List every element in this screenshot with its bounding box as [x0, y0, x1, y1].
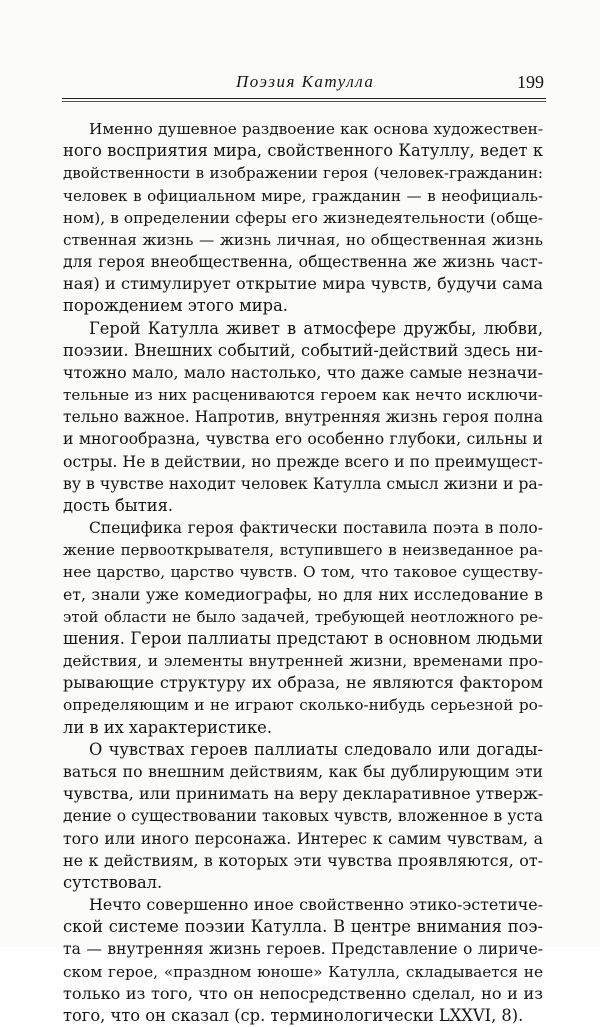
text-line: сутствовал. [63, 872, 163, 892]
text-line: поэзии. Внешних событий, событий-действий здесь ни- [63, 340, 543, 360]
text-line: человек в официальном мире, гражданин — в неофициаль- [63, 186, 543, 205]
text-line: Специфика героя фактически поставила поэта в поло- [89, 519, 543, 538]
paragraph [63, 118, 543, 318]
paragraph [63, 739, 543, 894]
text-line: Нечто совершенно иное свойственно этико-эстетиче- [89, 895, 543, 915]
text-line: тельно важное. Напротив, внутренняя жизнь героя полна [63, 408, 543, 427]
text-line: ской системе поэзии Катулла. В центре внимания поэ- [63, 917, 543, 937]
header-rule-thin [62, 101, 546, 102]
text-line: Герой Катулла живет в атмосфере дружбы, любви, [89, 318, 543, 338]
text-line: О чувствах героев паллиаты следовало или догады- [89, 739, 543, 759]
text-line: ного восприятия мира, свойственного Катуллу, ведет к [63, 141, 543, 161]
text-line: та — внутренняя жизнь героев. Представление о лириче- [63, 940, 543, 959]
text-line: чувства, или принимать на веру декларативное утверж- [63, 784, 544, 804]
text-line: ли в их характеристике. [63, 717, 272, 737]
text-line: для героя внеобщественна, общественна же жизнь част- [63, 252, 543, 272]
text-line: рывающие структуру их образа, не являются фактором [63, 673, 543, 693]
text-line: порождением этого мира. [63, 296, 288, 316]
text-line: только из того, что он непосредственно сделал, но и из [63, 983, 543, 1003]
text-line: ваться по внешним действиям, как бы дублирующим эти [63, 761, 543, 781]
text-line: остры. Не в действии, но прежде всего и по преимущест- [63, 451, 543, 471]
text-line: действия, и элементы внутренней жизни, временами про- [63, 652, 543, 671]
text-line: не к действиям, в которых эти чувства проявляются, от- [63, 850, 543, 870]
running-head [66, 72, 544, 94]
text-line: жение первооткрывателя, вступившего в неизведанное ра- [63, 541, 543, 560]
text-line: ственная жизнь — жизнь личная, но общественная жизнь [63, 230, 543, 249]
text-line: ном), в определении сферы его жизнедеятельности (обще- [63, 208, 543, 227]
text-line: чтожно мало, мало настолько, что даже самые незначи- [63, 362, 543, 382]
text-line: этой области не было задачей, требующей неотложного ре- [63, 607, 543, 626]
text-line: нее царство, царство чувств. О том, что таковое существу- [63, 563, 543, 582]
page-number: 199 [517, 72, 544, 92]
paragraph [63, 894, 543, 1027]
text-line: ву в чувстве находит человек Катулла смысл жизни и ра- [63, 473, 544, 493]
text-line: ском герое, «праздном юноше» Катулла, складывается не [63, 962, 543, 981]
text-line: ет, знали уже комедиографы, но для них исследование в [63, 584, 543, 604]
text-line: ная) и стимулирует открытие мира чувств, будучи сама [63, 274, 543, 294]
text-line: Именно душевное раздвоение как основа художествен- [89, 120, 543, 138]
text-line: дость бытия. [63, 495, 174, 515]
text-line: того или иного персонажа. Интерес к самим чувствам, а [63, 828, 543, 848]
text-line: определяющим и не играют сколько-нибудь серьезной ро- [63, 696, 543, 715]
text-line: шения. Герои паллиаты предстают в основном людьми [63, 628, 543, 648]
text-line: дение о существовании таковых чувств, вложенное в уста [63, 807, 543, 826]
text-line: и многообразна, чувства его особенно глубоки, сильны и [63, 429, 543, 449]
text-line: тельные из них расцениваются героем как нечто исключи- [63, 386, 543, 405]
text-line: двойственности в изображении героя (человек-гражданин: [63, 164, 543, 183]
paragraph [63, 517, 543, 739]
running-title: Поэзия Катулла [236, 72, 375, 91]
header-rule [62, 98, 546, 99]
paragraph [63, 318, 543, 518]
body-text [63, 118, 543, 1027]
text-line: того, что он сказал (ср. терминологически LXXVI, 8). [63, 1005, 524, 1025]
